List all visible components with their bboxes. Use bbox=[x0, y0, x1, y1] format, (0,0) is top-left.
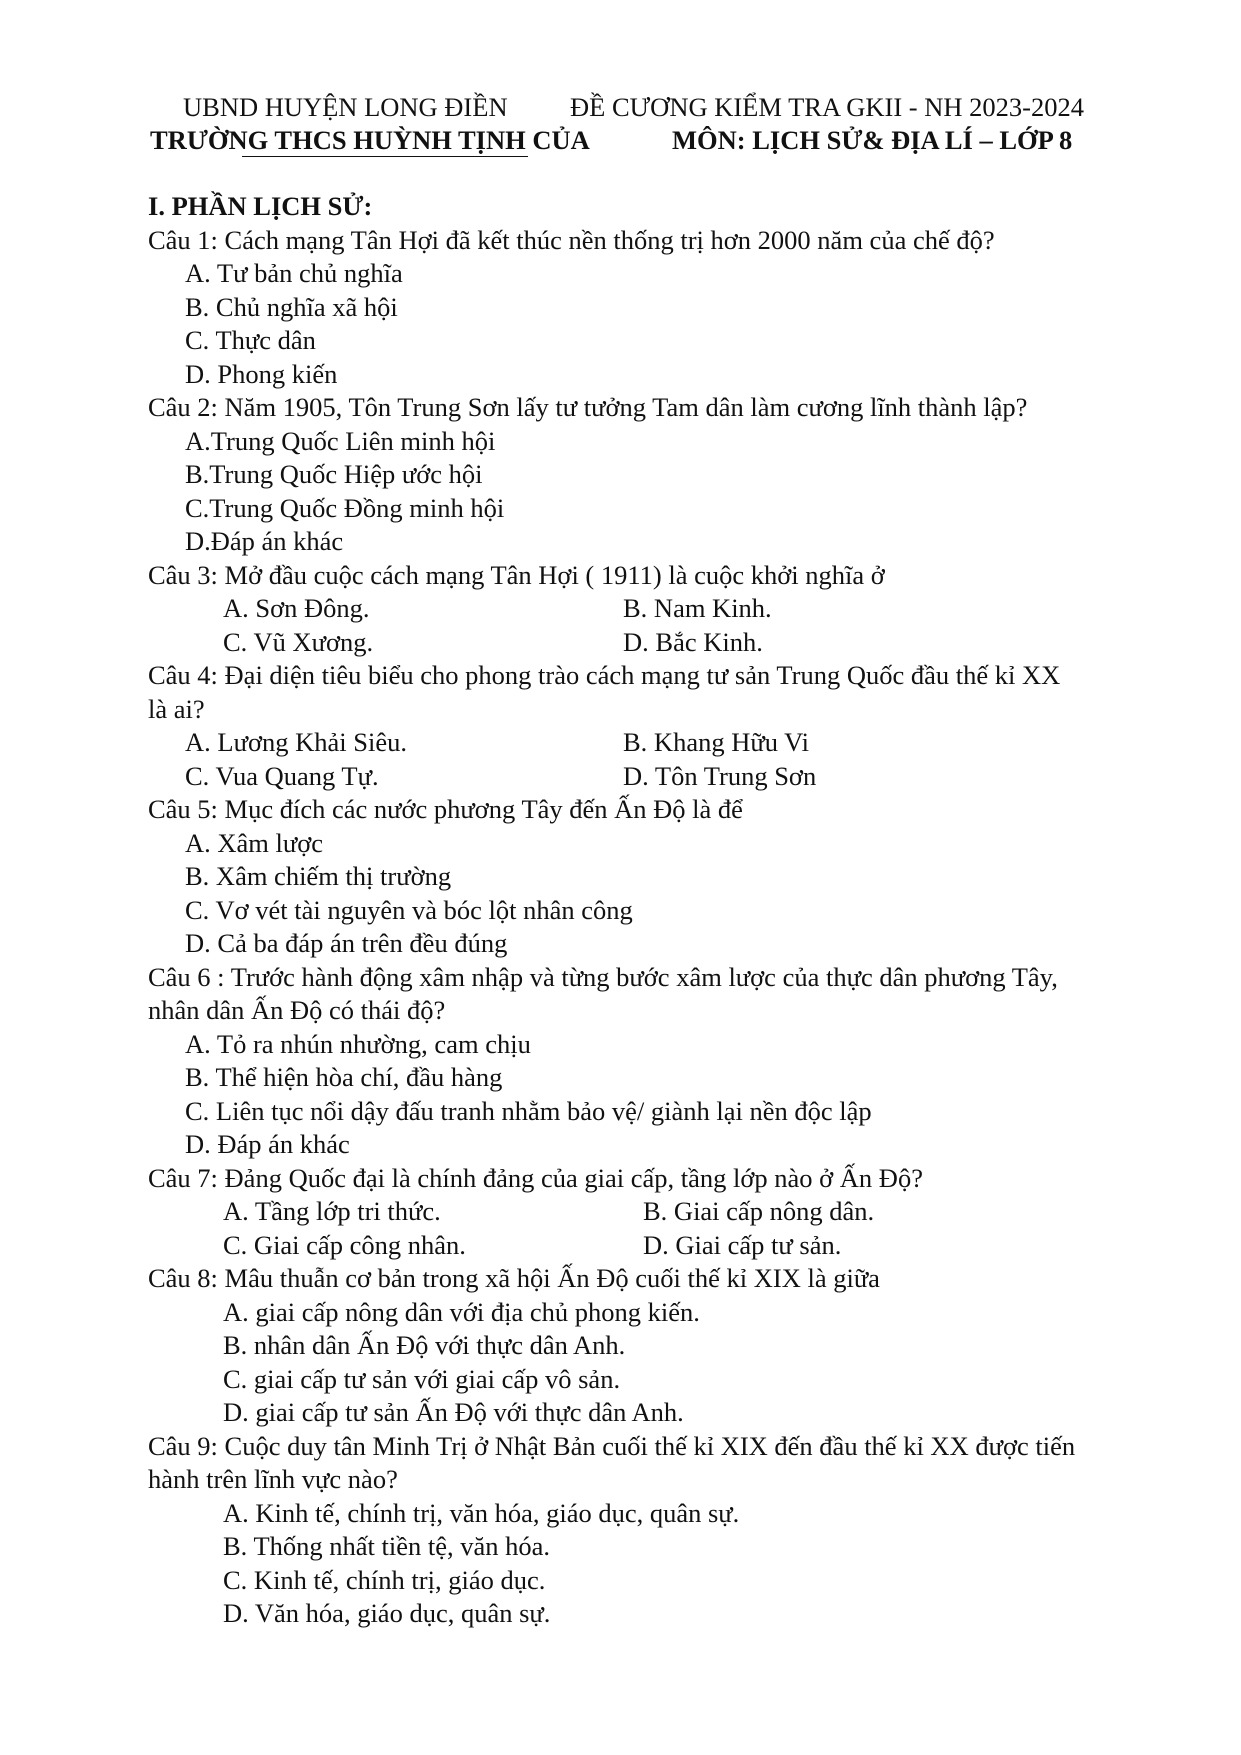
option-d: D. Phong kiến bbox=[185, 358, 338, 389]
options-grid bbox=[148, 1195, 1188, 1262]
option-d: D. Giai cấp tư sản. bbox=[643, 1229, 842, 1260]
option-a: A. Xâm lược bbox=[185, 827, 324, 858]
option-b: B.Trung Quốc Hiệp ước hội bbox=[185, 459, 483, 489]
district-name: UBND HUYỆN LONG ĐIỀN bbox=[183, 92, 508, 122]
option-c: C. Vũ Xương. bbox=[223, 626, 374, 657]
option-c: C. Liên tục nổi dậy đấu tranh nhằm bảo vệ/ giành lại nền độc lập bbox=[185, 1095, 872, 1126]
options-list bbox=[148, 1296, 1188, 1430]
question-9 bbox=[148, 1430, 1188, 1631]
section-title: I. PHẦN LỊCH SỬ: bbox=[148, 191, 373, 221]
options-grid bbox=[148, 726, 1188, 793]
subject-title: MÔN: LỊCH SỬ& ĐỊA LÍ – LỚP 8 bbox=[672, 125, 1073, 155]
question-7 bbox=[148, 1162, 1188, 1263]
options-grid bbox=[148, 592, 1188, 659]
option-a: A.Trung Quốc Liên minh hội bbox=[185, 425, 496, 456]
option-c: C. Giai cấp công nhân. bbox=[223, 1229, 466, 1260]
option-c: C.Trung Quốc Đồng minh hội bbox=[185, 492, 505, 523]
question-3 bbox=[148, 559, 1188, 660]
question-4 bbox=[148, 659, 1188, 793]
option-b: B. Chủ nghĩa xã hội bbox=[185, 291, 398, 322]
option-d: D.Đáp án khác bbox=[185, 526, 344, 556]
question-1 bbox=[148, 224, 1188, 392]
option-a: A. giai cấp nông dân với địa chủ phong kiến. bbox=[223, 1296, 700, 1327]
question-text-line-1: Câu 6 : Trước hành động xâm nhập và từng bước xâm lược của thực dân phương Tây, bbox=[148, 961, 1058, 992]
question-2 bbox=[148, 391, 1188, 559]
question-text: Câu 2: Năm 1905, Tôn Trung Sơn lấy tư tưởng Tam dân làm cương lĩnh thành lập? bbox=[148, 392, 1028, 422]
school-name-underline bbox=[242, 156, 528, 157]
options-list bbox=[148, 1028, 1188, 1162]
option-a: A. Tư bản chủ nghĩa bbox=[185, 258, 403, 288]
option-d: D. giai cấp tư sản Ấn Độ với thực dân Anh. bbox=[223, 1397, 684, 1427]
question-text-line-2: là ai? bbox=[148, 693, 205, 724]
options-list bbox=[148, 827, 1188, 961]
option-a: A. Kinh tế, chính trị, văn hóa, giáo dục, quân sự. bbox=[223, 1497, 740, 1528]
exam-content bbox=[148, 190, 1188, 1631]
question-8 bbox=[148, 1262, 1188, 1430]
option-c: C. giai cấp tư sản với giai cấp vô sản. bbox=[223, 1363, 621, 1394]
option-b: B. Giai cấp nông dân. bbox=[643, 1196, 875, 1226]
option-b: B. Khang Hữu Vi bbox=[623, 727, 810, 757]
option-b: B. Nam Kinh. bbox=[623, 593, 772, 623]
school-name: TRƯỜNG THCS HUỲNH TỊNH CỦA bbox=[150, 125, 590, 155]
option-a: A. Sơn Đông. bbox=[223, 593, 370, 623]
option-a: A. Tỏ ra nhún nhường, cam chịu bbox=[185, 1028, 531, 1059]
question-5 bbox=[148, 793, 1188, 961]
question-6 bbox=[148, 961, 1188, 1162]
option-b: B. nhân dân Ấn Độ với thực dân Anh. bbox=[223, 1330, 626, 1360]
question-text-line-2: hành trên lĩnh vực nào? bbox=[148, 1464, 398, 1494]
option-b: B. Xâm chiếm thị trường bbox=[185, 861, 452, 891]
option-d: D. Văn hóa, giáo dục, quân sự. bbox=[223, 1598, 551, 1628]
option-d: D. Đáp án khác bbox=[185, 1129, 350, 1159]
question-text: Câu 8: Mâu thuẫn cơ bản trong xã hội Ấn Độ cuối thế kỉ XIX là giữa bbox=[148, 1263, 880, 1293]
option-b: B. Thể hiện hòa chí, đầu hàng bbox=[185, 1062, 503, 1092]
option-c: C. Kinh tế, chính trị, giáo dục. bbox=[223, 1564, 546, 1595]
question-text: Câu 3: Mở đầu cuộc cách mạng Tân Hợi ( 1911) là cuộc khởi nghĩa ở bbox=[148, 559, 885, 590]
question-text: Câu 5: Mục đích các nước phương Tây đến Ấn Độ là để bbox=[148, 794, 743, 824]
exam-title: ĐỀ CƯƠNG KIỂM TRA GKII - NH 2023-2024 bbox=[570, 92, 1084, 122]
option-b: B. Thống nhất tiền tệ, văn hóa. bbox=[223, 1531, 551, 1561]
option-d: D. Bắc Kinh. bbox=[623, 626, 763, 657]
options-list bbox=[148, 1497, 1188, 1631]
options-list bbox=[148, 425, 1188, 559]
question-text: Câu 7: Đảng Quốc đại là chính đảng của giai cấp, tầng lớp nào ở Ấn Độ? bbox=[148, 1162, 923, 1193]
option-c: C. Vơ vét tài nguyên và bóc lột nhân công bbox=[185, 894, 633, 925]
option-a: A. Lương Khải Siêu. bbox=[185, 727, 407, 757]
option-a: A. Tầng lớp tri thức. bbox=[223, 1196, 441, 1226]
option-d: D. Tôn Trung Sơn bbox=[623, 760, 817, 791]
question-text-line-1: Câu 4: Đại diện tiêu biểu cho phong trào cách mạng tư sản Trung Quốc đầu thế kỉ XX bbox=[148, 660, 1061, 690]
question-text-line-1: Câu 9: Cuộc duy tân Minh Trị ở Nhật Bản cuối thế kỉ XIX đến đầu thế kỉ XX được tiến bbox=[148, 1430, 1076, 1461]
option-c: C. Thực dân bbox=[185, 325, 316, 355]
option-d: D. Cả ba đáp án trên đều đúng bbox=[185, 928, 508, 958]
option-c: C. Vua Quang Tự. bbox=[185, 760, 379, 791]
question-text-line-2: nhân dân Ấn Độ có thái độ? bbox=[148, 995, 446, 1025]
question-text: Câu 1: Cách mạng Tân Hợi đã kết thúc nền thống trị hơn 2000 năm của chế độ? bbox=[148, 224, 995, 255]
options-list bbox=[148, 257, 1188, 391]
